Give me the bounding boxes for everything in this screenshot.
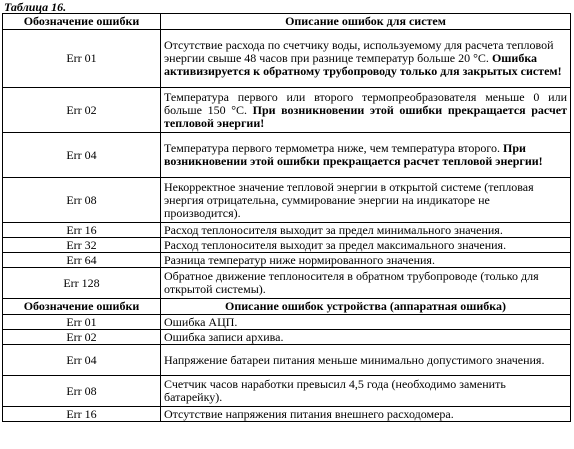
error-code: Err 32 <box>3 238 161 253</box>
error-code: Err 08 <box>3 376 161 407</box>
table-row <box>3 376 571 407</box>
error-code: Err 16 <box>3 223 161 238</box>
table-row <box>3 30 571 88</box>
system-header-code: Обозначение ошибки <box>3 14 161 30</box>
error-description: Ошибка записи архива. <box>161 330 571 345</box>
error-description: Счетчик часов наработки превысил 4,5 года (необходимо заменить батарейку). <box>161 376 571 407</box>
error-code: Err 08 <box>3 178 161 223</box>
system-header-row <box>3 14 571 30</box>
description-text: Отсутствие расхода по счетчику воды, используемому для расчета тепловой энергии свыше 48 часов при разнице температур больше 20 °С. <box>164 38 554 65</box>
table-row <box>3 345 571 376</box>
description-warning: Ошибка активизируется к обратному трубопроводу только для закрытых систем! <box>164 51 562 78</box>
device-header-desc: Описание ошибок устройства (аппаратная ошибка) <box>161 299 571 315</box>
table-row <box>3 223 571 238</box>
error-code: Err 01 <box>3 30 161 88</box>
description-text: Температура первого термометра ниже, чем температура второго. <box>164 141 503 155</box>
error-description <box>161 133 571 178</box>
error-code: Err 64 <box>3 253 161 268</box>
error-code: Err 16 <box>3 407 161 422</box>
error-code: Err 02 <box>3 330 161 345</box>
table-row <box>3 268 571 299</box>
error-description: Некорректное значение тепловой энергии в открытой системе (тепловая энергия отрицательна, суммирование энергии на индикаторе не производится). <box>161 178 571 223</box>
error-description: Расход теплоносителя выходит за предел максимального значения. <box>161 238 571 253</box>
table-row <box>3 407 571 422</box>
error-code: Err 01 <box>3 315 161 330</box>
error-description: Напряжение батареи питания меньше минимально допустимого значения. <box>161 345 571 376</box>
error-table <box>2 13 571 422</box>
table-row <box>3 238 571 253</box>
error-code: Err 128 <box>3 268 161 299</box>
device-header-code: Обозначение ошибки <box>3 299 161 315</box>
table-row <box>3 315 571 330</box>
table-caption: Таблица 16. <box>4 0 67 14</box>
table-row <box>3 88 571 133</box>
description-text: Температура первого или второго термопреобразователя меньше 0 или больше 150 °С. <box>164 89 567 117</box>
error-description: Обратное движение теплоносителя в обратном трубопроводе (только для открытой системы). <box>161 268 571 299</box>
error-description: Разница температур ниже нормированного значения. <box>161 253 571 268</box>
system-header-desc: Описание ошибок для систем <box>161 14 571 30</box>
description-warning: При возникновении этой ошибки прекращается расчет тепловой энергии! <box>164 102 568 130</box>
table-row <box>3 253 571 268</box>
error-description: Ошибка АЦП. <box>161 315 571 330</box>
table-row <box>3 178 571 223</box>
error-code: Err 04 <box>3 133 161 178</box>
error-description <box>161 88 571 133</box>
error-description <box>161 30 571 88</box>
error-code: Err 04 <box>3 345 161 376</box>
error-description: Отсутствие напряжения питания внешнего расходомера. <box>161 407 571 422</box>
device-header-row <box>3 299 571 315</box>
table-row <box>3 330 571 345</box>
table-row <box>3 133 571 178</box>
description-warning: При возникновении этой ошибки прекращается расчет тепловой энергии! <box>164 141 543 168</box>
error-code: Err 02 <box>3 88 161 133</box>
error-description: Расход теплоносителя выходит за предел минимального значения. <box>161 223 571 238</box>
